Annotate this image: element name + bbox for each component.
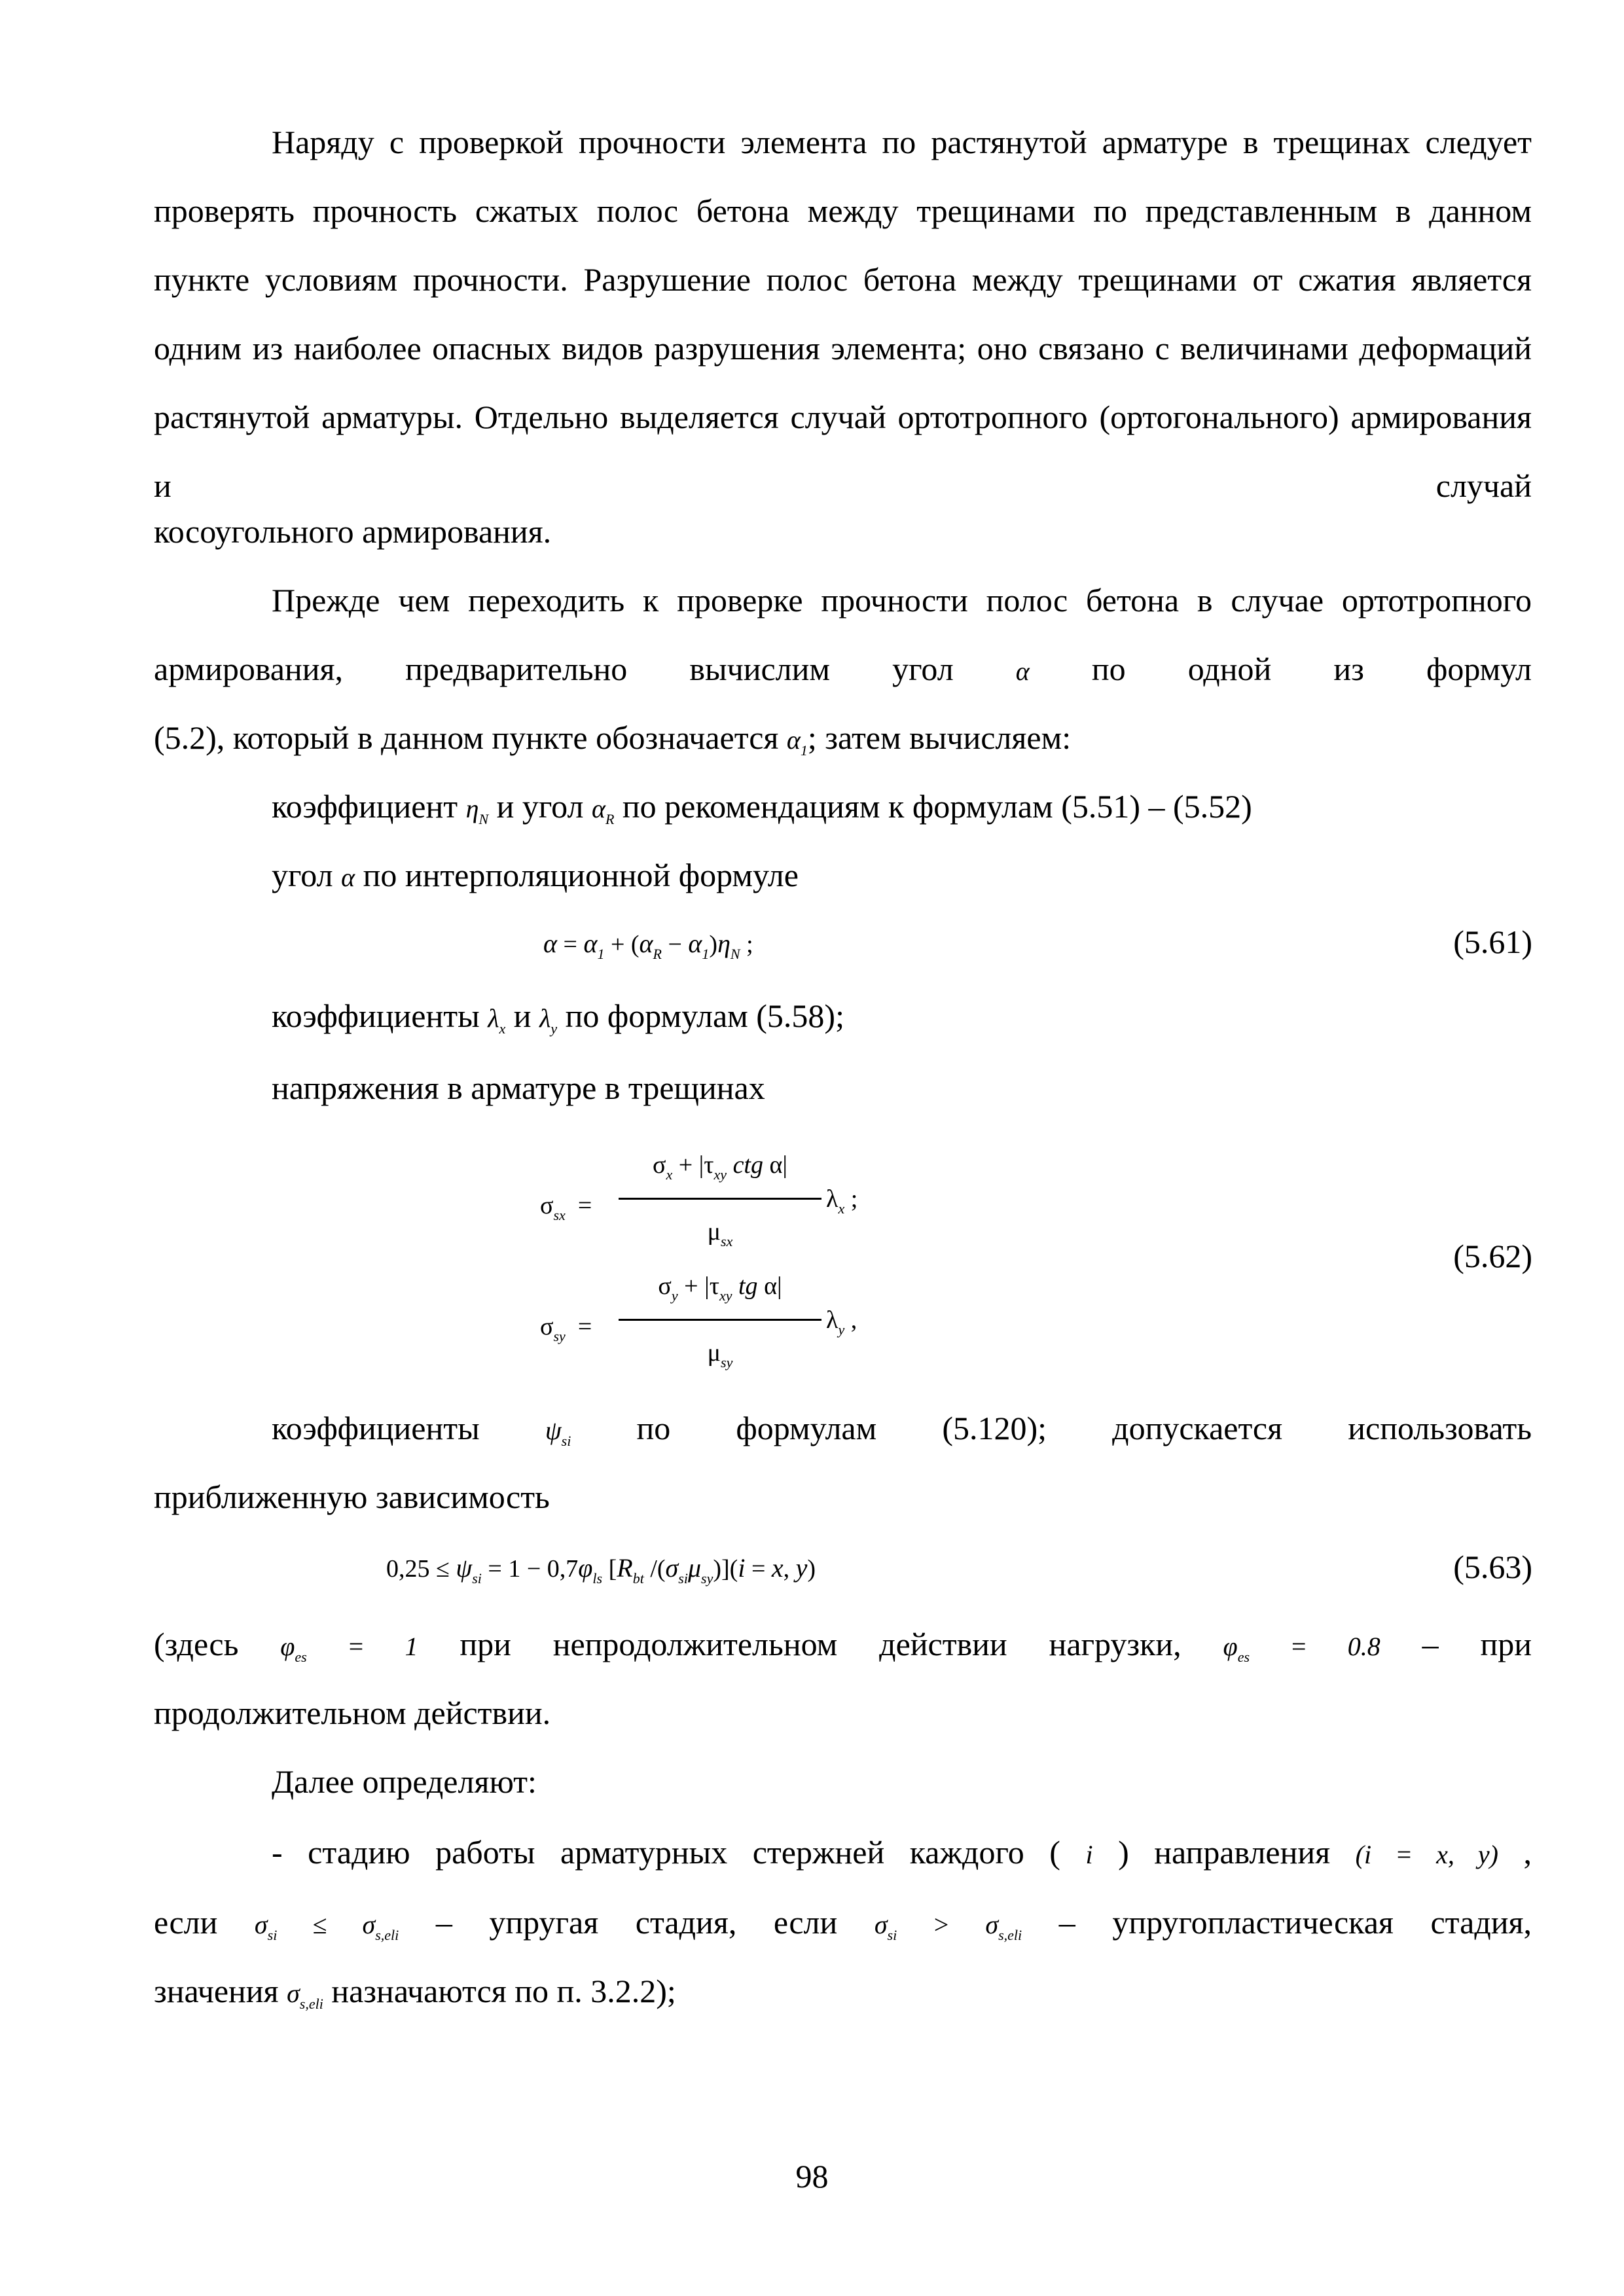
item-stresses: напряжения в арматуре в трещинах (272, 1069, 765, 1106)
equation-5-62b-denominator: $\mu_{sy}$ (707, 1339, 733, 1371)
symbol-alpha: α (341, 863, 355, 892)
paragraph-1-text: Наряду с проверкой прочности элемента по растянутой арматуре в трещинах следует проверять прочность сжатых полос бетона между трещинами по представленным в данном пункте условиям прочности. Разрушение полос бетона между трещинами от сжатия является одним из наиболее опасных видов разрушения элемента; оно связано с величинами деформаций растянутой арматуры. Отдельно выделяется случай ортотропного (ортогонального) армирования и случай (154, 124, 1532, 504)
page-number: 98 (795, 2158, 829, 2195)
paragraph-1 (154, 108, 1532, 520)
note-line-1: (здесь $\varphi_{es} = 1$ при непродолжительном действии нагрузки, $\varphi_{es} = 0.8$ – при (154, 1626, 1532, 1665)
item-approx-dependence: приближенную зависимость (154, 1479, 550, 1515)
equation-5-62a-denominator: $\mu_{sx}$ (707, 1218, 733, 1249)
symbol-eta-n: $\eta_N$ (465, 794, 489, 827)
equation-number-5-62: (5.62) (1453, 1238, 1532, 1274)
stage-line-2: если $\sigma_{si} \le \sigma_{s,eli}$ – упругая стадия, если $\sigma_{si} > \sigma_{s,eli}$ – упругопластическая стадия, (154, 1904, 1532, 1943)
item-coefficients-psi: коэффициенты $\psi_{si}$ по формулам (5.120); допускается использовать (272, 1410, 1532, 1449)
fraction-bar-b (619, 1319, 821, 1321)
paragraph-2-text-b: по одной из формул (1091, 651, 1532, 687)
symbol-alpha-r: $\alpha_R$ (591, 794, 615, 827)
paragraph-2-text: Прежде чем переходить к проверке прочности полос бетона в случае ортотропного армирования, предварительно вычислим угол (154, 582, 1532, 687)
symbol-psi-si: $\psi_{si}$ (545, 1416, 571, 1449)
equation-number-5-63: (5.63) (1453, 1549, 1532, 1585)
symbol-sigma-gt: $\sigma_{si} > \sigma_{s,eli}$ (874, 1910, 1022, 1943)
symbol-alpha: α (1015, 656, 1030, 686)
symbol-lambda-x: $\lambda_x$ (488, 1003, 506, 1037)
symbol-sigma-s-eli: $\sigma_{s,eli}$ (287, 1979, 323, 2012)
symbol-sigma-le: $\sigma_{si} \le \sigma_{s,eli}$ (254, 1910, 399, 1943)
equation-5-63: $0,25 \le \psi_{si} = 1 - 0,7\varphi_{ls}$ [$R_{bt}$ $/(\sigma_{si}\mu_{sy})](i = x$, y) (386, 1553, 816, 1587)
stage-line-1: - стадию работы арматурных стержней каждого ( i ) направления (i = x, y) , (272, 1834, 1532, 1871)
paragraph-2-text-d: ; затем вычисляем: (807, 719, 1072, 756)
equation-number-5-61: (5.61) (1453, 924, 1532, 960)
item-angle-alpha: угол α по интерполяционной формуле (272, 857, 799, 893)
equation-5-62-sigma-sx: $\sigma_{sx}$ = (540, 1192, 592, 1223)
stage-line-3: значения $\sigma_{s,eli}$ назначаются по п. 3.2.2); (154, 1973, 676, 2012)
note-line-2: продолжительном действии. (154, 1695, 551, 1731)
item-coefficient-eta: коэффициент $\eta_N$ и угол $\alpha_R$ по рекомендациям к формулам (5.51) – (5.52) (272, 788, 1252, 827)
paragraph-2-line-1 (154, 566, 1532, 706)
equation-5-62b-lambda: $\lambda_y$ , (826, 1306, 857, 1338)
symbol-i-xy: (i = x, y) (1355, 1840, 1498, 1869)
symbol-alpha-1: $\alpha_1$ (786, 725, 808, 759)
equation-5-62b-numerator: $\sigma_y + |\tau_{xy}$ tg α| (658, 1272, 782, 1304)
paragraph-2-text-c: (5.2), который в данном пункте обозначается (154, 719, 779, 756)
symbol-phi-es-1: $\varphi_{es} = 1$ (280, 1632, 418, 1665)
next-heading: Далее определяют: (272, 1763, 537, 1800)
symbol-phi-es-08: $\varphi_{es} = 0.8$ (1223, 1632, 1380, 1665)
fraction-bar-a (619, 1198, 821, 1200)
item-coefficients-lambda: коэффициенты $\lambda_x$ и $\lambda_y$ по формулам (5.58); (272, 997, 844, 1037)
paragraph-1-last-line: косоугольного армирования. (154, 513, 552, 550)
equation-5-62-sigma-sy: $\sigma_{sy}$ = (540, 1313, 592, 1344)
equation-5-61: $\alpha = \alpha_1 + (\alpha_R - \alpha_1)\eta_N$ ; (543, 929, 753, 962)
symbol-lambda-y: $\lambda_y$ (539, 1003, 558, 1037)
equation-5-62a-lambda: $\lambda_x$ ; (826, 1185, 858, 1217)
equation-5-62a-numerator: $\sigma_x + |\tau_{xy}$ ctg α| (652, 1151, 788, 1183)
